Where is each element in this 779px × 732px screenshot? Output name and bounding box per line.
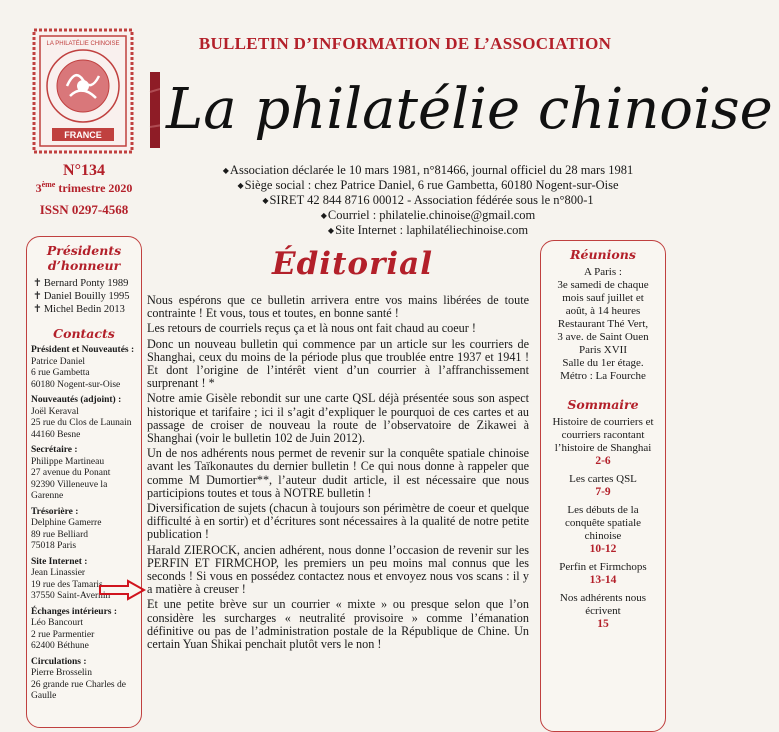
editorial-paragraph: Nous espérons que ce bulletin arrivera entre vos mains libérées de toute contrainte ! Et vous, tous et toutes, en bonne santé !	[147, 293, 529, 321]
info-website: ◆ Site Internet : laphilatéliechinoise.com	[196, 223, 660, 238]
contact-line: Patrice Daniel	[31, 356, 86, 367]
president-name: Bernard Ponty 1989	[43, 278, 129, 289]
president-name: Daniel Bouilly 1995	[43, 291, 130, 302]
info-line: ◆ Association déclarée le 10 mars 1981, n°81466, journal officiel du 28 mars 1981	[196, 163, 660, 178]
contact-line: Léo Bancourt	[31, 618, 83, 628]
reunion-line: mois sauf juillet et	[562, 292, 644, 304]
contact-line: Gaulle	[31, 691, 57, 701]
contact-line: 6 rue Gambetta	[31, 368, 90, 378]
contact-entry	[31, 607, 141, 653]
cross-icon: ✝	[33, 304, 42, 315]
contact-line: 2 rue Parmentier	[31, 629, 95, 640]
sommaire-item-title: Les débuts de la conquête spatiale chinoise	[564, 504, 642, 542]
editorial-paragraph: Donc un nouveau bulletin qui commence par un article sur les courriers de Shanghai, ceux du moins de la période plus que troublée entre 1937 et 1941 ! Et dont l’origine de l’intérêt vient d’un courrier à l’affranchissement surprenant ! *	[147, 336, 529, 391]
association-stamp-logo	[32, 28, 134, 154]
reunion-line: Restaurant Thé Vert,	[557, 318, 649, 330]
contact-role: Nouveautés (adjoint) :	[31, 395, 122, 405]
contact-role: Président et Nouveautés :	[31, 345, 135, 355]
sommaire-item-pages: 2-6	[595, 455, 611, 467]
editorial-paragraph: Harald ZIEROCK, ancien adhérent, nous donne l’occasion de revenir sur les PERFIN ET FIRMCHOP, les premiers un peu moins mal connus que les seconds ! Si vous en possédez contactez nous et envoyez nous vos scans : il y a matière à creuser !	[147, 542, 529, 597]
sommaire-item-pages: 13-14	[589, 574, 617, 586]
contact-line: 62400 Béthune	[31, 641, 89, 651]
association-info	[196, 163, 660, 238]
info-email: ◆ Courriel : philatelie.chinoise@gmail.com	[196, 208, 660, 223]
contact-role: Secrétaire :	[31, 445, 78, 455]
contact-line: 44160 Besne	[31, 429, 81, 440]
contact-role: Trésorière :	[31, 506, 79, 517]
editorial-paragraph: Un de nos adhérents nous permet de revenir sur la conquête spatiale chinoise avant les Taïkonautes du dernier bulletin ! Ce qui nous donne à rappeler que comme M Dumortier**, l’auteur dudit article, il est nécessaire que nous participions toutes et tous à NOTRE bulletin !	[147, 446, 529, 500]
sommaire-item-pages: 7-9	[595, 486, 611, 498]
contact-line: Philippe Martineau	[31, 456, 105, 467]
editorial-title: Éditorial	[272, 246, 434, 282]
sommaire-item-pages: 15	[597, 618, 609, 630]
contact-line: Pierre Brosselin	[31, 668, 92, 678]
contact-line: Joël Keraval	[31, 406, 79, 417]
left-sidebar-panel	[26, 236, 142, 728]
sommaire-item-pages: 10-12	[589, 543, 617, 555]
reunion-line: 3 ave. de Saint Ouen	[557, 331, 649, 343]
contacts-list	[27, 345, 141, 703]
editorial-paragraph: Les retours de courriels reçus ça et là nous ont fait chaud au coeur !	[147, 321, 476, 336]
editorial-paragraph: Notre amie Gisèle rebondit sur une carte QSL déjà présentée sous son aspect historique et tarifaire ; ici il s’agit d’expliquer le pourquoi de ces cartes et au passage de croiser de nouveau la route de l’observatoire de Zikawei à Shanghai (voir le bulletin 102 de Juin 2012).	[147, 391, 529, 446]
contact-line: Garenne	[31, 491, 64, 501]
reunion-line: A Paris :	[584, 266, 622, 278]
issue-info	[32, 162, 136, 218]
reunion-line: Salle du 1er étage.	[562, 357, 644, 369]
contact-line: 27 avenue du Ponant	[31, 468, 111, 478]
publication-title: La philatélie chinoise	[160, 72, 779, 148]
sommaire-heading: Sommaire	[567, 397, 639, 412]
reunions-info	[547, 266, 659, 383]
contact-line: 19 rue des Tamaris	[31, 579, 103, 590]
presidents-heading: Présidents d’honneur	[46, 243, 122, 273]
bulletin-title: BULLETIN D’INFORMATION DE L’ASSOCIATION	[198, 34, 612, 53]
sommaire-list	[541, 416, 665, 630]
president-item	[33, 277, 141, 290]
stamp-text-bottom: FRANCE	[64, 130, 102, 140]
quarter-suffix: ème	[41, 180, 56, 189]
cross-icon: ✝	[33, 291, 42, 302]
quarter-text: trimestre 2020	[55, 181, 133, 195]
president-name: Michel Bedin 2013	[43, 304, 125, 315]
contact-line: 25 rue du Clos de Launain	[31, 418, 132, 428]
sommaire-item-title: Nos adhérents nous écrivent	[559, 592, 647, 617]
cross-icon: ✝	[33, 278, 42, 289]
contact-line: 60180 Nogent-sur-Oise	[31, 379, 121, 390]
contact-entry	[31, 395, 141, 441]
sommaire-item-title: Les cartes QSL	[569, 473, 637, 485]
contact-line: 89 rue Belliard	[31, 529, 88, 540]
stamp-text-top: LA PHILATÉLIE CHINOISE	[46, 41, 120, 47]
info-line: ◆ SIRET 42 844 8716 00012 - Association fédérée sous le n°800-1	[196, 193, 660, 208]
red-arrow-icon	[98, 580, 146, 600]
issue-quarter	[32, 180, 136, 196]
contacts-heading: Contacts	[53, 326, 115, 341]
issn: ISSN 0297-4568	[39, 202, 129, 217]
contact-line: 75018 Paris	[31, 541, 77, 551]
info-line: ◆ Siège social : chez Patrice Daniel, 6 rue Gambetta, 60180 Nogent-sur-Oise	[196, 178, 660, 193]
contact-role: Échanges intérieurs :	[31, 606, 118, 617]
sommaire-item-title: Perfin et Firmchops	[559, 561, 647, 573]
editorial-paragraph: Et une petite brève sur un courrier « mixte » ou presque selon que l’on considère les surcharges « neutralité provisoire » comme l’émanation définitive ou pas de l’administration postale de la République de Chine. Un certain Yuan Shikai penchait plutôt vers le non !	[147, 597, 529, 652]
editorial-body	[147, 294, 529, 653]
reunion-line: Métro : La Fourche	[560, 370, 646, 382]
reunion-line: 3e samedi de chaque	[557, 279, 649, 291]
reunion-line: Paris XVII	[579, 344, 627, 356]
title-banner	[150, 72, 773, 148]
contact-entry	[31, 345, 141, 391]
president-item	[33, 290, 141, 303]
contact-line: 37550 Saint-Avernin	[31, 591, 111, 601]
contact-line: 26 grande rue Charles de	[31, 679, 126, 690]
contact-role: Site Internet :	[31, 556, 88, 567]
contact-role: Circulations :	[31, 656, 87, 667]
contact-line: 92390 Villeneuve la	[31, 479, 108, 490]
contact-line: Jean Linassier	[31, 568, 86, 578]
right-sidebar-panel	[540, 240, 666, 732]
reunions-heading: Réunions	[570, 247, 636, 262]
president-item	[33, 303, 141, 316]
editorial-paragraph: Diversification de sujets (chacun à toujours son périmètre de coeur et quelque difficulté à en sortir) et d’écritures sont nécessaires à la qualité de notre petite publication !	[147, 501, 529, 542]
reunion-line: août, à 14 heures	[565, 305, 641, 317]
contact-entry	[31, 445, 141, 503]
contact-line: Delphine Gamerre	[31, 518, 102, 528]
contact-entry	[31, 507, 141, 553]
quarter-number: 3	[35, 181, 42, 195]
contact-entry	[31, 657, 141, 703]
issue-number: N°134	[63, 162, 105, 179]
sommaire-item-title: Histoire de courriers et courriers racontant l’histoire de Shanghai	[552, 416, 654, 454]
